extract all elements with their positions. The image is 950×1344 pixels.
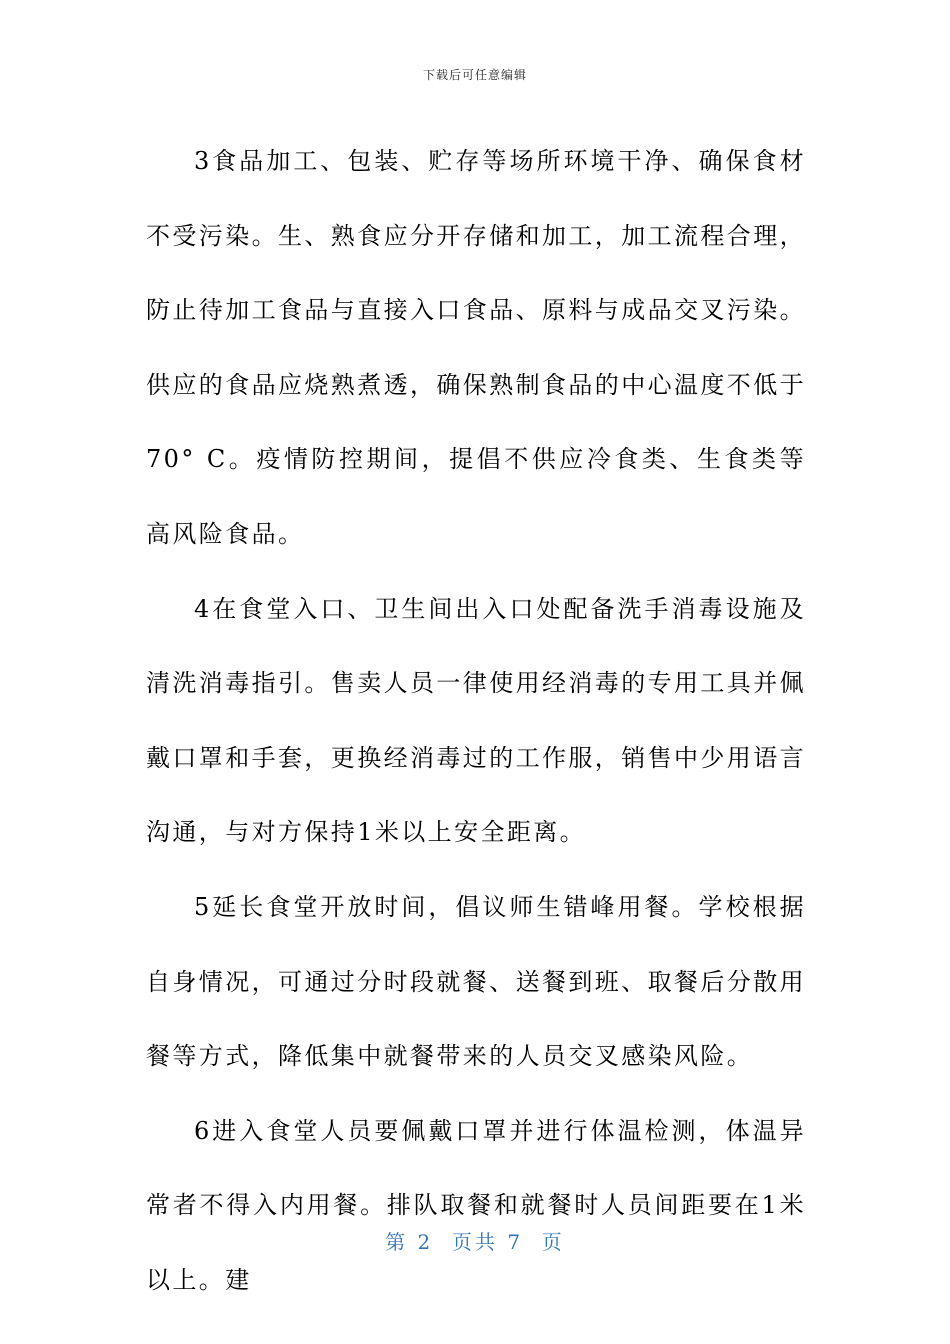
paragraph-4: 4在食堂入口、卫生间出入口处配备洗手消毒设施及清洗消毒指引。售卖人员一律使用经消毒的专用工具并佩戴口罩和手套，更换经消毒过的工作服，销售中少用语言沟通，与对方保持1米以上安全距离。 — [146, 594, 806, 847]
paragraph-6: 6进入食堂人员要佩戴口罩并进行体温检测，体温异常者不得入内用餐。排队取餐和就餐时人员间距要在1米以上。建 — [146, 1116, 806, 1294]
document-body — [146, 124, 806, 1318]
page-number-label: 第 2 页共 7 页 — [385, 1230, 565, 1254]
paragraph-3: 3食品加工、包装、贮存等场所环境干净、确保食材不受污染。生、熟食应分开存储和加工，加工流程合理，防止待加工食品与直接入口食品、原料与成品交叉污染。供应的食品应烧熟煮透，确保熟制食品的中心温度不低于70° C。疫情防控期间，提倡不供应冷食类、生食类等高风险食品。 — [146, 147, 806, 548]
page-header-note: 下载后可任意编辑 — [422, 68, 527, 82]
page-footer — [0, 1226, 950, 1255]
paragraph-5: 5延长食堂开放时间，倡议师生错峰用餐。学校根据自身情况，可通过分时段就餐、送餐到班、取餐后分散用餐等方式，降低集中就餐带来的人员交叉感染风险。 — [146, 892, 806, 1071]
